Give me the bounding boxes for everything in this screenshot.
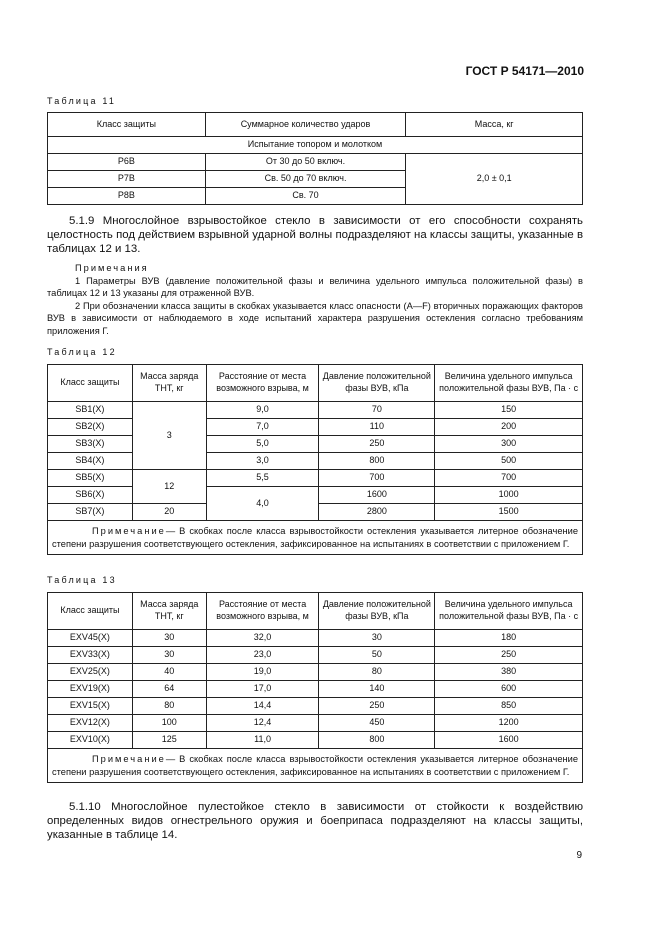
table-cell: 12 [132,470,206,504]
table-cell: EXV19(X) [48,681,133,698]
table-cell: EXV15(X) [48,698,133,715]
t12-header-mass: Масса заряда ТНТ, кг [132,365,206,402]
table-cell: 20 [132,504,206,521]
paragraph-5-1-10: 5.1.10 Многослойное пулестойкое стекло в зависимости от стойкости к воздействию определенных видов огнестрельного оружия и боеприпаса подразделяют на классы защиты, указанные в таблице 14. [47,801,583,841]
table-cell: SB4(X) [48,453,133,470]
t13-header-impulse: Величина удельного импульса положительной фазы ВУВ, Па · с [435,593,583,630]
t13-note-label: Примечание [92,754,166,764]
table-cell: 2800 [319,504,435,521]
t11-section-row: Испытание топором и молотком [48,137,583,154]
table-cell: 30 [132,630,206,647]
table-cell: EXV10(X) [48,732,133,749]
table-cell: 1500 [435,504,583,521]
notes-block [47,262,583,337]
table-cell: 30 [319,630,435,647]
table-cell: 800 [319,453,435,470]
table-cell: 250 [435,647,583,664]
table-row [48,698,583,715]
table-cell: 850 [435,698,583,715]
t13-header-mass: Масса заряда ТНТ, кг [132,593,206,630]
table-cell: 11,0 [206,732,319,749]
table-cell: 250 [319,436,435,453]
table-cell: 80 [132,698,206,715]
t12-header-distance: Расстояние от места возможного взрыва, м [206,365,319,402]
table-cell: 1000 [435,487,583,504]
table-cell: 5,0 [206,436,319,453]
table-cell: 250 [319,698,435,715]
t11-cell-count: Св. 70 [205,188,406,205]
table-cell: 200 [435,419,583,436]
table-cell: 500 [435,453,583,470]
table-row [48,630,583,647]
table-cell: 110 [319,419,435,436]
t11-cell-class: Р7В [48,171,206,188]
table-cell: SB2(X) [48,419,133,436]
table-cell: 150 [435,402,583,419]
table-cell: 32,0 [206,630,319,647]
table-cell: 100 [132,715,206,732]
t12-header-pressure: Давление положительной фазы ВУВ, кПа [319,365,435,402]
table13-caption: Таблица 13 [47,575,117,585]
t12-note [48,521,583,555]
table11-caption: Таблица 11 [47,96,117,106]
table-13 [47,592,583,783]
table-cell: 64 [132,681,206,698]
t11-header-class: Класс защиты [48,113,206,137]
table-cell: 7,0 [206,419,319,436]
table-row [48,732,583,749]
table-cell: 30 [132,647,206,664]
table-cell: 800 [319,732,435,749]
table-cell: SB5(X) [48,470,133,487]
t12-header-class: Класс защиты [48,365,133,402]
t11-cell-mass: 2,0 ± 0,1 [406,154,583,205]
table-row [48,647,583,664]
t13-header-class: Класс защиты [48,593,133,630]
t13-note [48,749,583,783]
table-cell: 80 [319,664,435,681]
table-cell: 1200 [435,715,583,732]
table-cell: 5,5 [206,470,319,487]
table-cell: 600 [435,681,583,698]
table-cell: 40 [132,664,206,681]
t11-cell-count: Св. 50 до 70 включ. [205,171,406,188]
table-cell: SB7(X) [48,504,133,521]
table-cell: 14,4 [206,698,319,715]
table-cell: 450 [319,715,435,732]
table-cell: EXV12(X) [48,715,133,732]
document-header: ГОСТ Р 54171—2010 [465,64,584,78]
table-cell: SB1(X) [48,402,133,419]
table-cell: 380 [435,664,583,681]
t12-note-text: — В скобках после класса взрывостойкости остекления указывается литерное обозначение степени разрушения соответствующего остекления, зафиксированное на испытаниях в соответствии с приложением Г. [52,526,578,549]
table-cell: 700 [319,470,435,487]
table-11 [47,112,583,205]
t13-note-text: — В скобках после класса взрывостойкости остекления указывается литерное обозначение степени разрушения соответствующего остекления, зафиксированное на испытаниях в соответствии с приложением Г. [52,754,578,777]
table-cell: EXV33(X) [48,647,133,664]
table-row [48,715,583,732]
table-cell: SB3(X) [48,436,133,453]
table-cell: 700 [435,470,583,487]
table-cell: EXV25(X) [48,664,133,681]
t12-note-label: Примечание [92,526,166,536]
table-cell: 9,0 [206,402,319,419]
t11-cell-class: Р8В [48,188,206,205]
table-cell: SB6(X) [48,487,133,504]
table-cell: 4,0 [206,487,319,521]
t13-header-distance: Расстояние от места возможного взрыва, м [206,593,319,630]
table12-caption: Таблица 12 [47,347,117,357]
table-cell: 3,0 [206,453,319,470]
table-cell: 17,0 [206,681,319,698]
table-cell: 50 [319,647,435,664]
table-cell: 180 [435,630,583,647]
paragraph-5-1-9: 5.1.9 Многослойное взрывостойкое стекло в зависимости от его способности сохранять целостность под действием взрывной ударной волны подразделяют на классы защиты, указанные в таблицах 12 и 13. [47,215,583,255]
notes-title: Примечания [75,263,149,273]
table-cell: 19,0 [206,664,319,681]
table-cell: 300 [435,436,583,453]
page-number: 9 [576,850,582,861]
t12-header-impulse: Величина удельного импульса положительной фазы ВУВ, Па · с [435,365,583,402]
table-cell: 140 [319,681,435,698]
table-cell: 3 [132,402,206,470]
table-cell: 23,0 [206,647,319,664]
table-cell: 12,4 [206,715,319,732]
note-1: 1 Параметры ВУВ (давление положительной фазы и величина удельного импульса положительной фазы) в таблицах 12 и 13 указаны для отраженной ВУВ. [47,275,583,298]
t13-header-pressure: Давление положительной фазы ВУВ, кПа [319,593,435,630]
t11-cell-count: От 30 до 50 включ. [205,154,406,171]
table-row [48,664,583,681]
t11-header-count: Суммарное количество ударов [205,113,406,137]
table-cell: EXV45(X) [48,630,133,647]
note-2: 2 При обозначении класса защиты в скобках указывается класс опасности (А—F) вторичных поражающих факторов ВУВ в зависимости от наблюдаемого в ходе испытаний характера разрушения остекления согласно требованиям приложения Г. [47,300,583,336]
table-cell: 70 [319,402,435,419]
table-cell: 1600 [435,732,583,749]
table-12 [47,364,583,555]
table-row [48,681,583,698]
table-cell: 125 [132,732,206,749]
table-cell: 1600 [319,487,435,504]
t11-header-mass: Масса, кг [406,113,583,137]
t11-cell-class: Р6В [48,154,206,171]
